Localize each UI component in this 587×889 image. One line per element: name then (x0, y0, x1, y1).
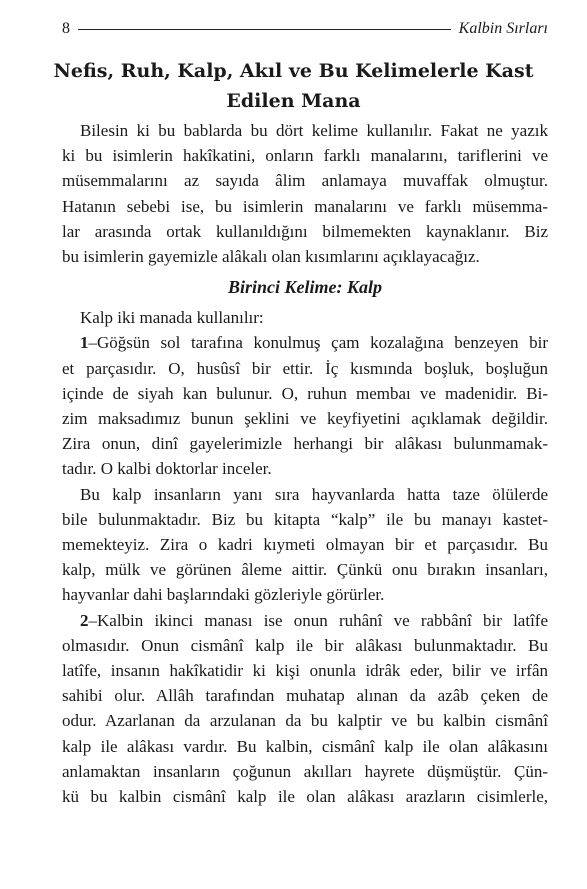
text-line: et parçasıdır. O, husûsî bir ettir. İç kısmında boşluk, boşluğun (62, 358, 548, 378)
text-line: zim maksadımız bunun şeklini ve keyfiyetini açıklamak değildir. (62, 409, 548, 429)
paragraph (62, 305, 548, 330)
text-line: sahibi olur. Allâh tarafından muhatap alınan da azâb çeken de (62, 686, 548, 706)
header-rule (78, 29, 451, 30)
page-number: 8 (62, 20, 70, 37)
text-line (62, 330, 548, 355)
paragraph (62, 482, 548, 608)
text-line: memekteyiz. Zira o kadri kıymeti olmayan bir et parçasıdır. Bu (62, 535, 548, 555)
text-line (62, 608, 548, 633)
text-line: Bilesin ki bu bablarda bu dört kelime kullanılır. Fakat ne yazık (80, 121, 548, 140)
text-line: latîfe, insanın hakîkatidir ki kişi onunla idrâk eder, bilir ve irfân (62, 661, 548, 681)
text-line: kü bu kalbin cismânî kalp ile olan alâkası arazların cisimlerle, (62, 787, 548, 807)
chapter-title (40, 56, 547, 116)
book-title: Kalbin Sırları (458, 20, 548, 37)
text-line: ki bu isimlerin hakîkatini, onların farklı manalarını, tariflerini ve (62, 146, 548, 166)
list-item-2 (62, 608, 548, 810)
running-header (62, 18, 548, 40)
text-line: anlamaktan insanların çoğunun akılları hayrete düşmüştür. Çün- (62, 761, 548, 781)
text-line: Zira onun, dinî gayelerimizle herhangi bir alâkası bulunmamak- (62, 434, 548, 454)
text-line: lar arasında ortak kullanıldığını bilmemekten kaynaklanır. Biz (62, 221, 548, 241)
section-heading: Birinci Kelime: Kalp (227, 277, 382, 298)
item-text: –Göğsün sol tarafına konulmuş çam kozalağına benzeyen bir (88, 333, 548, 353)
text-line: hayvanlar dahi başlarındaki gözleriyle görürler. (62, 585, 385, 605)
text-line: bu isimlerin gayemizle alâkalı olan kısımlarını açıklayacağız. (62, 247, 480, 267)
item-number: 1 (80, 333, 89, 353)
chapter-title-line-1: Nefis, Ruh, Kalp, Akıl ve Bu Kelimelerle Kast (53, 60, 534, 82)
text-line: Bu kalp insanların yanı sıra hayvanlarda hatta taze ölülerde (80, 484, 548, 504)
text-line: odur. Azarlanan da arzulanan da bu kalptir ve bu kalbin cismânî (62, 711, 548, 731)
body-text (62, 118, 548, 809)
item-text: –Kalbin ikinci manası ise onun ruhânî ve rabbânî bir latîfe (88, 610, 548, 630)
text-line: Kalp iki manada kullanılır: (80, 308, 264, 328)
item-number: 2 (80, 610, 89, 630)
chapter-title-line-2: Edilen Mana (226, 90, 361, 112)
list-item-1 (62, 330, 548, 481)
text-line: Hatanın sebebi ise, bu isimlerin manalarını ve farklı müsemma- (62, 196, 548, 216)
text-line: içinde de siyah kan bulunur. O, ruhun membaı ve madenidir. Bi- (62, 383, 548, 403)
text-line: tadır. O kalbi doktorlar inceler. (62, 459, 272, 479)
text-line: müsemmalarını az sayıda âlim anlamaya muvaffak olmuştur. (62, 171, 548, 191)
text-line: bile bulunmaktadır. Biz bu kitapta “kalp” ile bu manayı kastet- (62, 509, 548, 529)
text-line: kalp, mülk ve görünen âleme aittir. Çünkü onu bırakın insanları, (62, 560, 548, 580)
text-line: olmasıdır. Onun cismânî kalp ile bir alâkası bulunmaktadır. Bu (62, 635, 548, 655)
text-line: kalp ile alâkası vardır. Bu kalbin, cismânî kalp ile olan alâkasını (62, 736, 548, 756)
intro-paragraph (62, 118, 548, 269)
